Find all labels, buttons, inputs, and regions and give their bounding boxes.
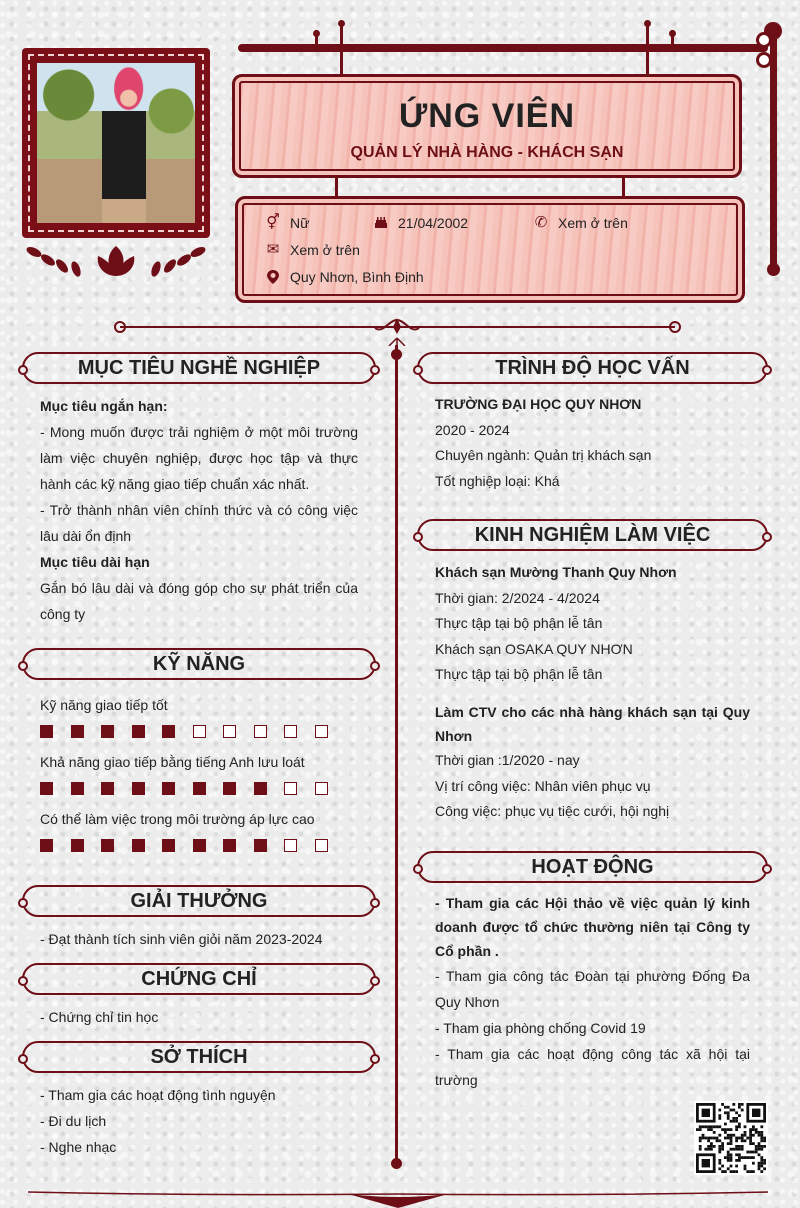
- skill-box: [223, 782, 236, 795]
- skill-box: [71, 782, 84, 795]
- avatar: [37, 63, 195, 223]
- skill-box: [132, 782, 145, 795]
- activities-block: - Tham gia các Hội thảo về việc quản lý kinh doanh được tổ chức thường niên tại Công ty Cổ phần . - Tham gia công tác Đoàn tại phường Đống Đa Quy Nhơn - Tham gia phòng chống Covid 19 - Tham gia các hoạt động công tác xã hội tại trường: [435, 895, 750, 1088]
- skill-box: [193, 782, 206, 795]
- skill-box: [223, 725, 236, 738]
- skill-box: [223, 839, 236, 852]
- skill-rating: [40, 839, 328, 852]
- avatar-frame: [22, 48, 210, 238]
- heading-hobbies: SỞ THÍCH: [22, 1041, 376, 1073]
- divider-ornament: [105, 316, 690, 346]
- skill-box: [162, 725, 175, 738]
- column-divider: [395, 345, 398, 1165]
- list-item: - Nghe nhạc: [40, 1139, 117, 1155]
- skill-box: [193, 725, 206, 738]
- skill-box: [315, 725, 328, 738]
- bottom-ornament: [28, 1188, 768, 1208]
- skill-box: [71, 725, 84, 738]
- skill-box: [40, 782, 53, 795]
- heading-skills: KỸ NĂNG: [22, 648, 376, 680]
- skill-rating: [40, 782, 328, 795]
- skill-box: [101, 725, 114, 738]
- skill-box: [254, 839, 267, 852]
- contact-gender: ⚥ Nữ: [264, 215, 309, 231]
- heading-experience: KINH NGHIỆM LÀM VIỆC: [417, 519, 768, 551]
- list-item: - Tham gia các hoạt động tình nguyện: [40, 1087, 276, 1103]
- heading-education: TRÌNH ĐỘ HỌC VẤN: [417, 352, 768, 384]
- skill-rating: [40, 725, 328, 738]
- phone-icon: ✆: [534, 214, 548, 231]
- skill-box: [101, 839, 114, 852]
- candidate-position: QUẢN LÝ NHÀ HÀNG - KHÁCH SẠN: [350, 144, 624, 161]
- skill-box: [40, 839, 53, 852]
- qr-code-icon: [694, 1101, 768, 1175]
- contact-address: Quy Nhơn, Bình Định: [264, 269, 424, 285]
- skill-box: [132, 839, 145, 852]
- skill-box: [315, 839, 328, 852]
- skill-box: [315, 782, 328, 795]
- skill-box: [284, 725, 297, 738]
- laurel-ornament: [22, 240, 210, 282]
- education-block: TRƯỜNG ĐẠI HỌC QUY NHƠN 2020 - 2024 Chuyên ngành: Quản trị khách sạn Tốt nghiệp loại: Khá: [435, 396, 652, 489]
- experience-block-2: Làm CTV cho các nhà hàng khách sạn tại Quy Nhơn Thời gian :1/2020 - nay Vị trí công việc: Nhân viên phục vụ Công việc: phục vụ tiệc cưới, hội nghị: [435, 704, 750, 819]
- experience-block-1: Khách sạn Mường Thanh Quy Nhơn Thời gian: 2/2024 - 4/2024 Thực tập tại bộ phận lễ tân Khách sạn OSAKA QUY NHƠN Thực tập tại bộ phận lễ tân: [435, 564, 677, 682]
- skill-box: [101, 782, 114, 795]
- contact-phone: ✆ Xem ở trên: [532, 215, 628, 231]
- certificates-list: [40, 1004, 370, 1030]
- awards-list: [40, 926, 370, 952]
- heading-objective: MỤC TIÊU NGHỀ NGHIỆP: [22, 352, 376, 384]
- list-item: - Đạt thành tích sinh viên giỏi năm 2023-2024: [40, 931, 323, 947]
- skill-box: [40, 725, 53, 738]
- contact-birthday: 21/04/2002: [372, 215, 468, 231]
- skill-box: [162, 839, 175, 852]
- gender-icon: ⚥: [266, 214, 280, 231]
- list-item: - Đi du lịch: [40, 1113, 107, 1129]
- skill-box: [71, 839, 84, 852]
- location-icon: [264, 269, 282, 285]
- contact-board: [235, 196, 745, 303]
- skill-box: [254, 782, 267, 795]
- contact-email: ✉ Xem ở trên: [264, 242, 360, 258]
- heading-certificates: CHỨNG CHỈ: [22, 963, 376, 995]
- skill-label: Kỹ năng giao tiếp tốt: [40, 697, 168, 713]
- heading-activities: HOẠT ĐỘNG: [417, 851, 768, 883]
- skill-box: [254, 725, 267, 738]
- skill-box: [132, 725, 145, 738]
- skill-box: [162, 782, 175, 795]
- objective-block: Mục tiêu ngắn hạn: - Mong muốn được trải nghiệm ở một môi trường làm việc chuyên nghiệp, được học tập và thực hành các kỹ năng giao tiếp chuẩn xác nhất. - Trở thành nhân viên chính thức và có công việc lâu dài ổn định Mục tiêu dài hạn Gắn bó lâu dài và đóng góp cho sự phát triển của công ty: [40, 398, 358, 622]
- skill-label: Khả năng giao tiếp bằng tiếng Anh lưu loát: [40, 754, 305, 770]
- skill-box: [284, 782, 297, 795]
- list-item: - Chứng chỉ tin học: [40, 1009, 159, 1025]
- heading-awards: GIẢI THƯỞNG: [22, 885, 376, 917]
- mail-icon: ✉: [266, 241, 280, 258]
- skill-box: [193, 839, 206, 852]
- hobbies-list: [40, 1082, 370, 1160]
- title-board: [232, 74, 742, 178]
- skill-label: Có thể làm việc trong môi trường áp lực cao: [40, 811, 315, 827]
- skill-box: [284, 839, 297, 852]
- cake-icon: [372, 215, 390, 231]
- candidate-name: ỨNG VIÊN: [398, 97, 575, 135]
